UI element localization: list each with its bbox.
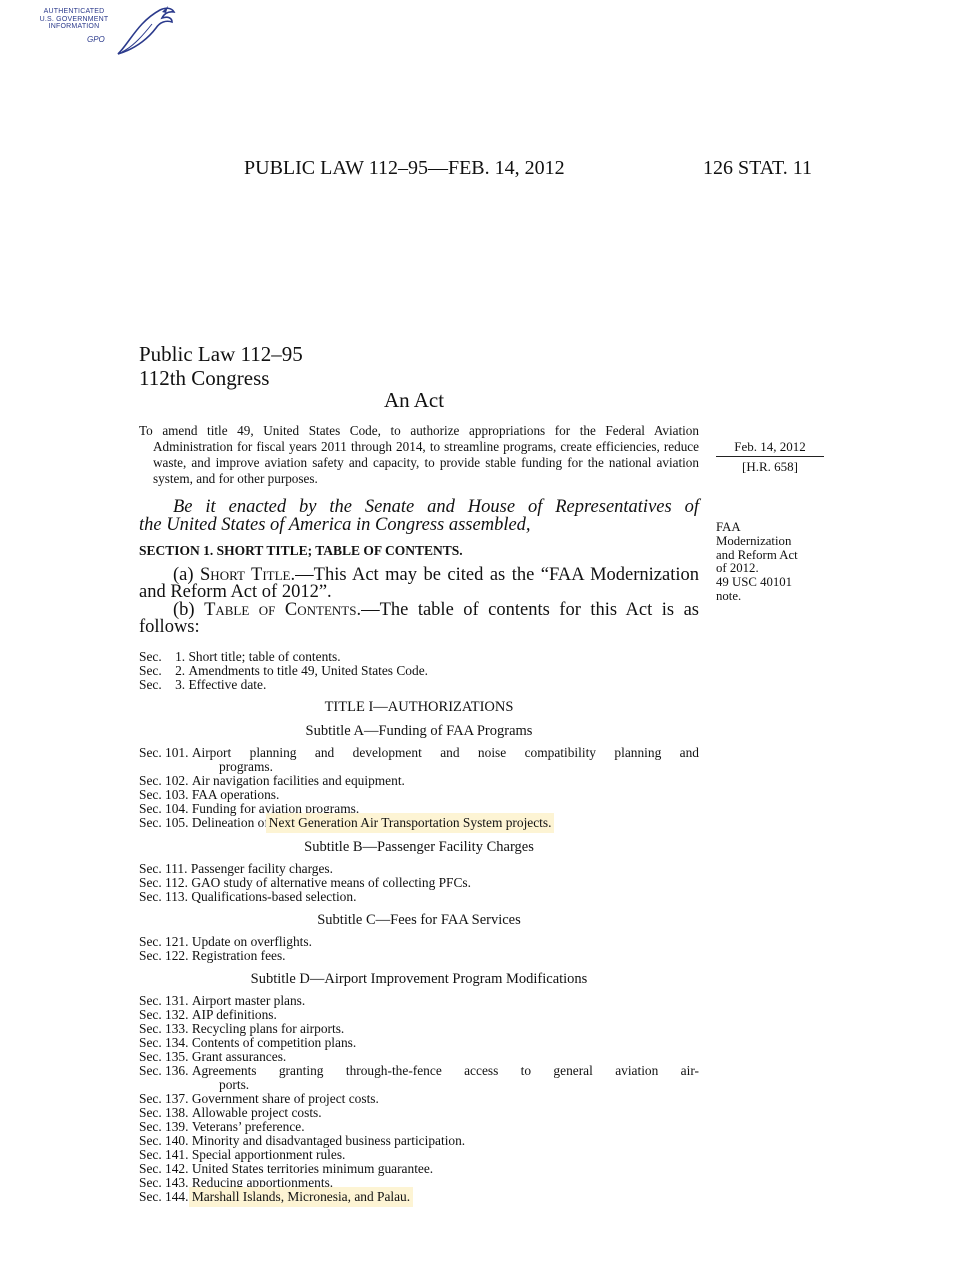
toc-intro-list: [139, 650, 699, 692]
toc-item-text: Recycling plans for airports.: [191, 1021, 345, 1036]
toc-item: [139, 890, 699, 904]
purpose-paragraph: [139, 423, 699, 487]
toc-item-text: Effective date.: [188, 677, 267, 692]
toc-item: [139, 1064, 699, 1078]
toc-item: [139, 678, 699, 692]
para-b-caption: Table of Contents: [204, 600, 357, 620]
toc-item: [139, 1162, 699, 1176]
toc-item-label: Sec. 111.: [139, 861, 191, 876]
margin-note-line: Modernization: [716, 533, 792, 548]
toc-item-text: Government share of project costs.: [191, 1091, 379, 1106]
toc-item-label: Sec. 102.: [139, 773, 192, 788]
toc-item-label: Sec. 137.: [139, 1091, 192, 1106]
toc-item-label: Sec. 122.: [139, 948, 192, 963]
toc-item-label: Sec. 104.: [139, 801, 192, 816]
purpose-text: To amend title 49, United States Code, to authorize appropriations for the Federal Aviation Administration for fiscal years 2011 through 2014, to streamline programs, create efficiencies, reduce waste, and improve aviation safety and capacity, to provide stable funding for the national aviation system, and for other purposes.: [139, 423, 699, 486]
toc-item-label: Sec. 139.: [139, 1119, 192, 1134]
toc-item-continuation: ports.: [219, 1077, 250, 1092]
toc-item-text: GAO study of alternative means of collecting PFCs.: [191, 875, 471, 890]
toc-item: [139, 994, 699, 1008]
enacting-line-2: the United States of America in Congress assembled,: [139, 515, 531, 535]
toc-item-text: Funding for aviation programs.: [191, 801, 360, 816]
congress-number: 112th Congress: [139, 366, 270, 390]
margin-note-line: of 2012.: [716, 561, 759, 576]
section-heading: SECTION 1. SHORT TITLE; TABLE OF CONTENTS.: [139, 543, 463, 558]
toc-item: [139, 746, 699, 760]
law-number: Public Law 112–95: [139, 342, 303, 366]
enacting-line-1: Be it enacted by the Senate and House of Representatives of: [173, 497, 699, 517]
toc-item-label: Sec. 105.: [139, 815, 192, 830]
toc-item-label: Sec. 143.: [139, 1175, 192, 1190]
toc-item-label: Sec. 121.: [139, 934, 192, 949]
toc-item-text: United States territories minimum guarantee.: [191, 1161, 434, 1176]
toc-item-label: Sec. 135.: [139, 1049, 192, 1064]
toc-item-label: Sec. 140.: [139, 1133, 192, 1148]
toc-item-label: Sec. 144.: [139, 1189, 192, 1204]
toc-item-label: Sec. 3.: [139, 677, 189, 692]
gpo-logo-line3: INFORMATION: [48, 23, 100, 30]
toc-item-text: Special apportionment rules.: [191, 1147, 346, 1162]
toc-item: [139, 1176, 699, 1190]
toc-item: [139, 664, 699, 678]
toc-item: [139, 1120, 699, 1134]
toc-item-continuation: programs.: [219, 759, 273, 774]
toc-subtitle-d-list: [139, 994, 699, 1204]
toc-item-text: Passenger facility charges.: [190, 861, 333, 876]
toc-item: [139, 862, 699, 876]
toc-item: [139, 788, 699, 802]
toc-item: [139, 1092, 699, 1106]
toc-item-label: Sec. 131.: [139, 993, 192, 1008]
toc-item-text: Short title; table of contents.: [188, 649, 341, 664]
gpo-logo-text: [34, 8, 114, 31]
statute-page: 126 STAT. 11: [703, 157, 812, 179]
toc-item-text: Reducing apportionments.: [191, 1175, 334, 1190]
margin-note-line: and Reform Act: [716, 547, 798, 562]
toc-subtitle-heading: Subtitle B—Passenger Facility Charges: [304, 839, 534, 855]
paragraph-b: [139, 602, 699, 636]
toc-item-label: Sec. 103.: [139, 787, 192, 802]
margin-note-line: FAA: [716, 520, 741, 534]
toc-item: [139, 650, 699, 664]
toc-item: [139, 935, 699, 949]
toc-item-text: Amendments to title 49, United States Code.: [188, 663, 428, 678]
toc-subtitle-heading: Subtitle A—Funding of FAA Programs: [305, 723, 533, 739]
toc-item-text: Registration fees.: [191, 948, 286, 963]
toc-item-text: Airport master plans.: [191, 993, 306, 1008]
gpo-logo-mark: GPO: [87, 35, 105, 44]
toc-item-label: Sec. 112.: [139, 875, 192, 890]
toc-item: [139, 1022, 699, 1036]
toc-item-text: Update on overflights.: [191, 934, 312, 949]
toc-item: [139, 1148, 699, 1162]
toc-item-text: Contents of competition plans.: [191, 1035, 357, 1050]
toc-item: [139, 774, 699, 788]
margin-rule: [716, 456, 824, 457]
gpo-authentication-logo: [30, 2, 150, 60]
toc-item-text: FAA operations.: [191, 787, 280, 802]
law-title-block: [139, 342, 303, 390]
paragraph-a: [139, 567, 699, 601]
toc-item-label: Sec. 113.: [139, 889, 192, 904]
toc-item-label: Sec. 142.: [139, 1161, 192, 1176]
toc-item-label: Sec. 138.: [139, 1105, 192, 1120]
toc-item-text: Air navigation facilities and equipment.: [191, 773, 405, 788]
para-b-prefix: (b): [173, 600, 205, 620]
toc-item-text: AIP definitions.: [191, 1007, 277, 1022]
toc-title-heading: TITLE I—AUTHORIZATIONS: [324, 699, 514, 715]
toc-subtitle-c-list: [139, 935, 699, 963]
toc-item: [139, 816, 699, 830]
eagle-icon: [108, 2, 178, 60]
toc-item: [139, 1190, 699, 1204]
toc-item-label: Sec. 134.: [139, 1035, 192, 1050]
toc-item: [139, 802, 699, 816]
toc-item: [139, 1106, 699, 1120]
toc-item: [139, 876, 699, 890]
toc-item-label: Sec. 133.: [139, 1021, 192, 1036]
toc-item-text: Delineation of: [191, 815, 269, 830]
toc-item-text: Agreements granting through-the-fence access to general aviation air-: [191, 1063, 699, 1078]
margin-date-note: [716, 440, 824, 474]
gpo-logo-line1: AUTHENTICATED: [43, 8, 105, 15]
toc-item-label: Sec. 136.: [139, 1063, 192, 1078]
highlighted-text: Marshall Islands, Micronesia, and Palau.: [191, 1189, 411, 1204]
toc-subtitle-heading: Subtitle D—Airport Improvement Program Modifications: [250, 971, 588, 987]
toc-subtitle-b-list: [139, 862, 699, 904]
para-b-text: .—The table of contents for this Act is as follows:: [139, 600, 699, 637]
toc-item-label: Sec. 101.: [139, 745, 192, 760]
toc-item-text: Qualifications-based selection.: [191, 889, 357, 904]
toc-item-text: Minority and disadvantaged business participation.: [191, 1133, 466, 1148]
toc-item: [139, 1036, 699, 1050]
toc-item-label: Sec. 132.: [139, 1007, 192, 1022]
bill-number: [H.R. 658]: [742, 458, 798, 474]
para-a-caption: Short Title: [200, 565, 291, 585]
toc-item-text: Airport planning and development and noise compatibility planning and: [191, 745, 699, 760]
toc-item-text: Allowable project costs.: [191, 1105, 322, 1120]
running-head: PUBLIC LAW 112–95—FEB. 14, 2012: [244, 157, 565, 179]
toc-item-label: Sec. 2.: [139, 663, 189, 678]
toc-item: [139, 1008, 699, 1022]
margin-note-line: note.: [716, 588, 742, 603]
toc-item: [139, 1134, 699, 1148]
toc-item-label: Sec. 1.: [139, 649, 189, 664]
para-a-text: .—This Act may be cited as the “FAA Modernization and Reform Act of 2012”.: [139, 565, 699, 602]
enacting-clause: [139, 498, 699, 534]
margin-citation-note: [716, 521, 826, 604]
toc-item-text: Grant assurances.: [191, 1049, 287, 1064]
toc-subtitle-a-list: [139, 746, 699, 830]
toc-subtitle-heading: Subtitle C—Fees for FAA Services: [317, 912, 521, 928]
toc-item-label: Sec. 141.: [139, 1147, 192, 1162]
toc-item: [139, 1050, 699, 1064]
margin-note-line: 49 USC 40101: [716, 575, 793, 590]
gpo-logo-line2: U.S. GOVERNMENT: [39, 15, 109, 23]
act-heading: An Act: [384, 388, 445, 412]
toc-item-text: Veterans’ preference.: [191, 1119, 305, 1134]
para-a-prefix: (a): [173, 565, 201, 585]
toc-item: [139, 949, 699, 963]
highlighted-text: Next Generation Air Transportation System projects.: [268, 815, 552, 830]
enactment-date: Feb. 14, 2012: [734, 439, 806, 454]
